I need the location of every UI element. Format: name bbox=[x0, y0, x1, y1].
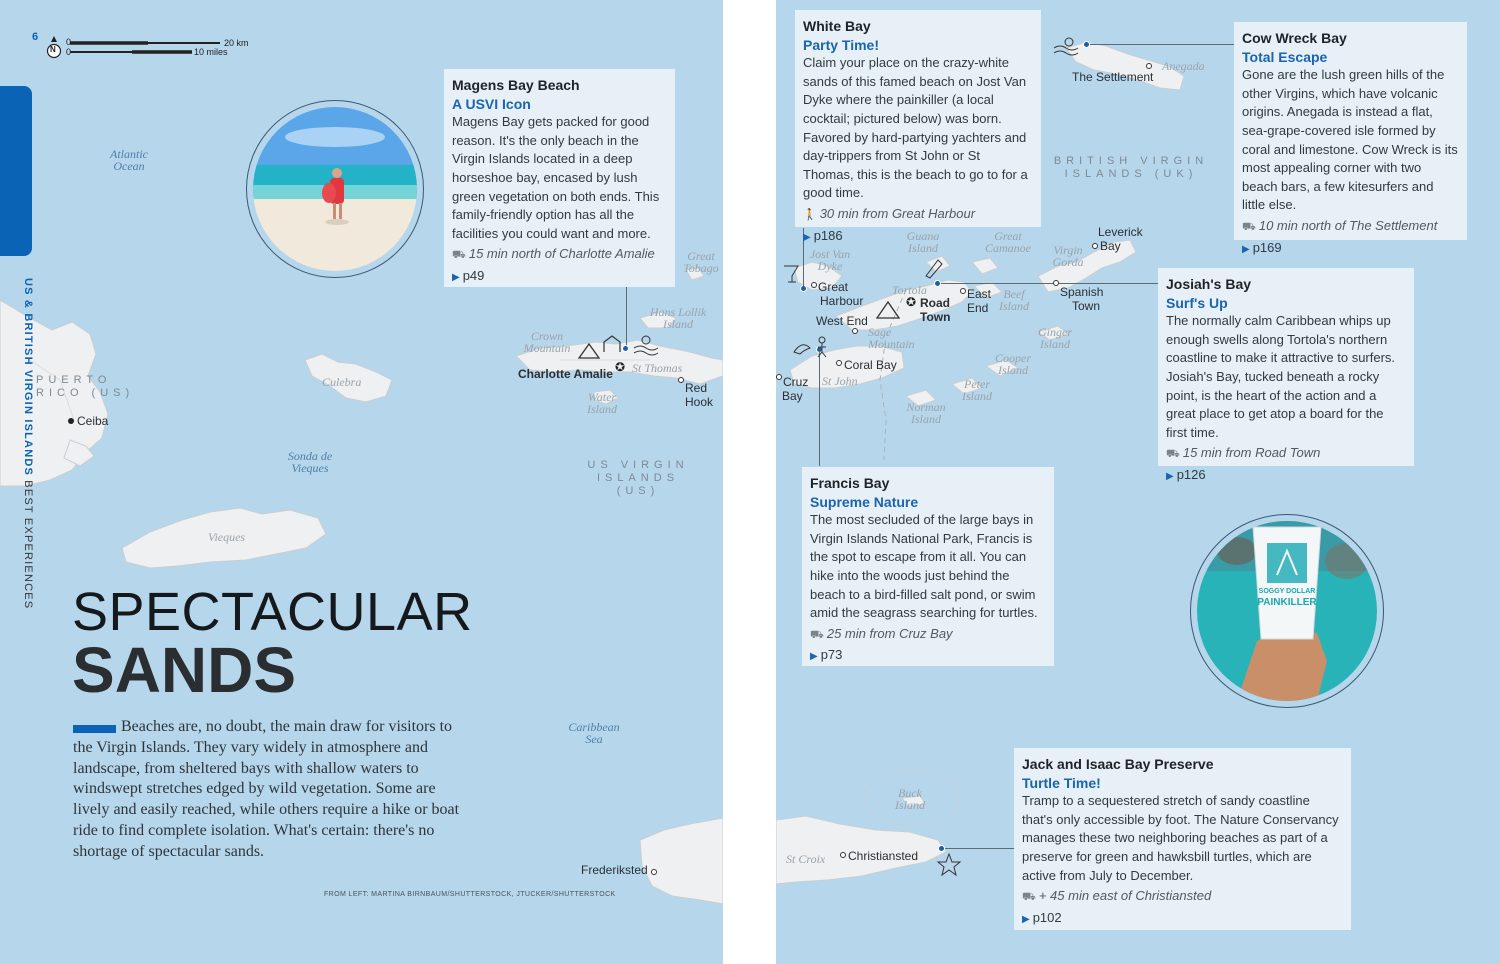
caribbean-line2: Sea bbox=[585, 732, 603, 746]
magens-meta: 15 min north of Charlotte Amalie bbox=[468, 246, 655, 262]
st-thomas-label: St Thomas bbox=[632, 361, 683, 375]
atlantic-line1: Atlantic bbox=[110, 147, 148, 161]
car-hiker-icon: ⛟ bbox=[1022, 891, 1036, 904]
cooper-island-label bbox=[988, 352, 1038, 376]
francis-meta: 25 min from Cruz Bay bbox=[826, 625, 953, 641]
road-town-star-icon: ✪ bbox=[906, 295, 917, 309]
josiahs-bay-marker bbox=[934, 280, 941, 287]
francis-leader bbox=[819, 352, 820, 466]
cup-drink: PAINKILLER bbox=[1257, 597, 1317, 608]
peter-island-label bbox=[952, 378, 1002, 402]
cow-wreck-leader bbox=[1090, 44, 1236, 45]
tobago-line1: Great bbox=[687, 249, 715, 263]
usvi-line1: US VIRGIN bbox=[587, 459, 689, 471]
josiah-leader bbox=[941, 283, 1159, 284]
josiah-title: Josiah's Bay bbox=[1166, 276, 1252, 292]
gh-line2: Harbour bbox=[820, 294, 864, 308]
heading-line2: SANDS bbox=[72, 634, 297, 706]
vieques-label: Vieques bbox=[208, 530, 246, 544]
ee-line1: East bbox=[967, 287, 992, 301]
scale-zero-mi: 0 bbox=[66, 47, 72, 57]
sun-beach-icon bbox=[1052, 34, 1086, 56]
car-icon: ⛟ bbox=[1166, 448, 1180, 461]
magens-bay-card bbox=[444, 69, 675, 287]
capital-star-icon: ✪ bbox=[615, 360, 626, 374]
cb-line2: Bay bbox=[782, 389, 803, 403]
gc-line2: Camanoe bbox=[985, 241, 1031, 255]
bird-hiker-icon bbox=[790, 334, 830, 358]
bvi-line2: ISLANDS (UK) bbox=[1064, 168, 1198, 180]
virgin-gorda-label bbox=[1046, 244, 1090, 268]
white-text: Claim your place on the crazy-white sands of this famed beach on Jost Van Dyke where the painkiller (a local cocktail; pictured below) was born. Favored by hard-partying yachters and day-trippers from St John or St Thomas, this is the beach to go to for a good time. bbox=[803, 55, 1028, 201]
white-title: White Bay bbox=[803, 18, 871, 34]
car-icon: ⛟ bbox=[1242, 220, 1256, 233]
frederiksted-label: Frederiksted bbox=[581, 863, 648, 877]
usvi-line2: ISLANDS bbox=[596, 472, 680, 484]
caribbean-line1: Caribbean bbox=[568, 720, 620, 734]
photo-credit: FROM LEFT: MARTINA BIRNBAUM/SHUTTERSTOCK, JTUCKER/SHUTTERSTOCK bbox=[324, 891, 616, 898]
sage-mountain-label bbox=[868, 326, 938, 350]
jack-title: Jack and Isaac Bay Preserve bbox=[1022, 756, 1214, 772]
rt-line1: Road bbox=[920, 296, 950, 310]
jack-meta: + 45 min east of Christiansted bbox=[1038, 888, 1212, 904]
jack-travel bbox=[1022, 887, 1343, 907]
francis-travel bbox=[810, 625, 1046, 645]
great-harbour-label bbox=[818, 280, 863, 308]
gi-line1: Ginger bbox=[1038, 325, 1072, 339]
francis-bay-card bbox=[802, 467, 1054, 666]
sonda-line1: Sonda de bbox=[287, 449, 333, 463]
arrow-icon: ▶ bbox=[1022, 913, 1030, 925]
francis-page: p73 bbox=[820, 647, 843, 663]
tobago-line2: Tobago bbox=[683, 261, 719, 275]
running-title bbox=[14, 278, 34, 618]
painkiller-photo bbox=[1190, 514, 1384, 708]
cow-title: Cow Wreck Bay bbox=[1242, 30, 1347, 46]
jack-text: Tramp to a sequestered stretch of sandy coastline that's only accessible by foot. The Nature Conservancy manages these two neighboring beaches as part of a preserve for green and hawksbill turtles, which are active from July to December. bbox=[1022, 793, 1339, 883]
surfboard-icon bbox=[922, 256, 944, 280]
white-subtitle: Party Time! bbox=[803, 36, 879, 53]
jack-page-ref[interactable] bbox=[1022, 909, 1343, 930]
magens-text: Magens Bay gets packed for good reason. It's the only beach in the Virgin Islands located in a deep horseshoe bay, encased by lush green vegetation on both ends. This family-friendly option has all the facilities you could want and more. bbox=[452, 114, 660, 241]
cow-wreck-marker bbox=[1083, 41, 1090, 48]
magens-leader-line bbox=[626, 286, 627, 348]
josiah-meta: 15 min from Road Town bbox=[1182, 445, 1321, 461]
great-tobago-label bbox=[680, 250, 722, 274]
lb-line2: Bay bbox=[1100, 239, 1121, 253]
east-end-dot bbox=[960, 288, 966, 294]
st-line1: Spanish bbox=[1060, 285, 1104, 299]
leverick-bay-label bbox=[1098, 225, 1143, 253]
scale-miles: 10 miles bbox=[194, 47, 228, 57]
culebra-label: Culebra bbox=[322, 375, 362, 389]
hans-line2: Island bbox=[663, 317, 693, 331]
cruz-bay-label bbox=[783, 375, 808, 403]
magens-travel bbox=[452, 245, 667, 265]
usvi-line3: (US) bbox=[616, 485, 660, 497]
arrow-icon: ▶ bbox=[803, 231, 811, 243]
guana-line2: Island bbox=[908, 241, 938, 255]
redhook-line2: Hook bbox=[685, 395, 714, 409]
turtle-star-icon bbox=[936, 852, 962, 878]
gc-line1: Great bbox=[994, 229, 1022, 243]
pi-line2: Island bbox=[962, 389, 992, 403]
christiansted-dot bbox=[840, 852, 846, 858]
magens-bay-photo bbox=[246, 100, 424, 278]
car-icon: ⛟ bbox=[452, 249, 466, 262]
ee-line2: End bbox=[967, 301, 989, 315]
white-meta: 30 min from Great Harbour bbox=[819, 205, 976, 221]
cow-meta: 10 min north of The Settlement bbox=[1258, 217, 1438, 233]
crown-mountain-label bbox=[512, 330, 582, 354]
ginger-island-label bbox=[1030, 326, 1080, 350]
cow-subtitle: Total Escape bbox=[1242, 48, 1328, 65]
sm-line2: Mountain bbox=[868, 337, 915, 351]
magens-subtitle: A USVI Icon bbox=[452, 95, 531, 112]
st-line2: Town bbox=[1072, 299, 1101, 313]
cruz-bay-dot bbox=[776, 374, 782, 380]
cow-text: Gone are the lush green hills of the other Virgins, which have volcanic origins. Anegada is instead a flat, sea-grape-covered isle formed by coral and limestone. Cow Wreck is its most appealing corner with two beach bars, a few kitesurfers and little else. bbox=[1242, 67, 1458, 213]
pi-line1: Peter bbox=[964, 377, 990, 391]
road-town-label bbox=[920, 296, 950, 324]
atlantic-ocean-label bbox=[94, 148, 164, 172]
hans-line1: Hans Lollik bbox=[649, 305, 707, 319]
francis-title: Francis Bay bbox=[810, 475, 890, 491]
cow-page: p169 bbox=[1252, 239, 1282, 255]
west-end-label: West End bbox=[816, 314, 868, 328]
puerto-rico-label bbox=[36, 374, 146, 400]
red-hook-dot bbox=[678, 377, 684, 383]
ci-line2: Island bbox=[998, 363, 1028, 377]
magens-page-ref[interactable] bbox=[452, 267, 667, 288]
vg-line2: Gorda bbox=[1052, 255, 1084, 269]
scale-km: 20 km bbox=[224, 38, 249, 48]
the-settlement-label: The Settlement bbox=[1072, 70, 1154, 84]
crown-line1: Crown bbox=[530, 329, 564, 343]
magens-marker bbox=[622, 345, 629, 352]
sm-line1: Sage bbox=[868, 325, 892, 339]
rt-line2: Town bbox=[920, 310, 951, 324]
lb-line1: Leverick bbox=[1098, 225, 1143, 239]
josiahs-bay-card bbox=[1158, 268, 1414, 482]
jack-isaac-card bbox=[1014, 748, 1351, 930]
francis-subtitle: Supreme Nature bbox=[810, 493, 919, 510]
sonda-label bbox=[270, 450, 350, 474]
arrow-icon: ▶ bbox=[1166, 470, 1174, 482]
great-harbour-dot bbox=[811, 282, 817, 288]
jack-isaac-marker bbox=[938, 845, 945, 852]
sage-mountain-icon bbox=[876, 300, 900, 320]
cb-line1: Cruz bbox=[783, 375, 809, 389]
spanish-town-dot bbox=[1053, 280, 1059, 286]
running-title-rest: BEST EXPERIENCES bbox=[22, 480, 34, 610]
white-page-ref[interactable] bbox=[803, 227, 1033, 248]
caribbean-sea-label bbox=[554, 721, 634, 745]
running-title-bold: US & BRITISH VIRGIN ISLANDS bbox=[22, 278, 34, 477]
north-label: N bbox=[50, 45, 56, 54]
magens-title: Magens Bay Beach bbox=[452, 77, 580, 93]
cow-wreck-card bbox=[1234, 22, 1467, 255]
water-line1: Water bbox=[587, 390, 617, 404]
jack-page: p102 bbox=[1032, 909, 1062, 925]
left-page bbox=[0, 0, 723, 964]
right-page bbox=[776, 0, 1500, 964]
hans-lollik-label bbox=[642, 306, 714, 330]
bvi-line1: BRITISH VIRGIN bbox=[1053, 155, 1209, 167]
coral-bay-label: Coral Bay bbox=[844, 358, 897, 372]
arrow-icon: ▶ bbox=[810, 651, 818, 663]
white-page: p186 bbox=[813, 227, 843, 243]
red-hook-label bbox=[685, 381, 713, 409]
josiah-page: p126 bbox=[1176, 466, 1206, 482]
jost-van-dyke-label bbox=[800, 248, 860, 272]
ci-line1: Cooper bbox=[995, 351, 1031, 365]
jvd-line2: Dyke bbox=[817, 259, 843, 273]
francis-page-ref[interactable] bbox=[810, 646, 1046, 667]
bi-line1: Beef bbox=[1003, 287, 1025, 301]
st-john-label: St John bbox=[822, 374, 858, 388]
redhook-line1: Red bbox=[685, 381, 708, 395]
west-end-dot bbox=[852, 328, 858, 334]
guana-line1: Guana bbox=[906, 229, 940, 243]
cow-travel bbox=[1242, 217, 1459, 237]
chapter-tab bbox=[0, 86, 32, 256]
arrow-icon: ▶ bbox=[1242, 243, 1250, 255]
norman-island-label bbox=[898, 401, 954, 425]
white-bay-marker bbox=[800, 285, 807, 292]
josiah-page-ref[interactable] bbox=[1166, 466, 1406, 487]
frederiksted-dot bbox=[651, 869, 657, 875]
tortola-label: Tortola bbox=[892, 283, 927, 297]
ceiba-label: Ceiba bbox=[77, 414, 109, 428]
white-travel bbox=[803, 205, 1033, 225]
coral-bay-dot bbox=[836, 360, 842, 366]
vg-line1: Virgin bbox=[1053, 243, 1083, 257]
josiah-text: The normally calm Caribbean whips up enough swells along Tortola's northern coastline to make it attractive to surfers. Josiah's Bay, tucked beneath a rocky point, is the heart of the action and a great place to get atop a board for the first time. bbox=[1166, 313, 1396, 440]
magens-page: p49 bbox=[462, 267, 485, 283]
east-end-label bbox=[967, 287, 991, 315]
atlantic-line2: Ocean bbox=[113, 159, 145, 173]
josiah-subtitle: Surf's Up bbox=[1166, 294, 1228, 311]
intro-paragraph: Beaches are, no doubt, the main draw for visitors to the Virgin Islands. They vary widely in atmosphere and landscape, from sheltered bays with shallow waters to windswept stretches edged by wild vegetation. Some are lively and easily reached, while others require a hike or boat ride to find complete isolation. What's certain: there's no shortage of spectacular sands. bbox=[73, 718, 460, 860]
anegada-label: Anegada bbox=[1162, 59, 1205, 73]
charlotte-amalie-label: Charlotte Amalie bbox=[518, 367, 613, 381]
buck-line1: Buck bbox=[898, 786, 922, 800]
water-island-label bbox=[580, 391, 624, 415]
heading-line1: SPECTACULAR bbox=[72, 582, 473, 642]
jack-leader bbox=[945, 848, 1015, 849]
cocktail-icon bbox=[780, 260, 802, 284]
sonda-line2: Vieques bbox=[291, 461, 329, 475]
mountain-icon bbox=[578, 342, 600, 360]
ni-line2: Island bbox=[911, 412, 941, 426]
bi-line2: Island bbox=[999, 299, 1029, 313]
crown-line2: Mountain bbox=[523, 341, 571, 355]
ceiba-dot bbox=[68, 418, 74, 424]
jvd-line1: Jost Van bbox=[809, 247, 851, 261]
gh-line1: Great bbox=[818, 280, 849, 294]
pr-line1: PUERTO bbox=[36, 374, 112, 386]
beach-icons bbox=[600, 330, 660, 358]
gi-line2: Island bbox=[1040, 337, 1070, 351]
painkiller-photo-inner bbox=[1197, 521, 1377, 701]
beef-island-label bbox=[992, 288, 1036, 312]
christiansted-label: Christiansted bbox=[848, 849, 919, 863]
cup-brand: SOGGY DOLLAR bbox=[1258, 588, 1316, 595]
hiker-icon: 🚶 bbox=[803, 208, 817, 221]
ni-line1: Norman bbox=[906, 400, 946, 414]
page-number: 6 bbox=[32, 31, 39, 43]
st-croix-label: St Croix bbox=[786, 852, 826, 866]
spanish-town-label bbox=[1060, 285, 1103, 313]
settlement-dot bbox=[1146, 63, 1152, 69]
jack-subtitle: Turtle Time! bbox=[1022, 774, 1101, 791]
pr-line2: RICO (US) bbox=[36, 387, 135, 399]
francis-text: The most secluded of the large bays in Virgin Islands National Park, Francis is the spot to escape from it all. You can hike into the woods just behind the beach to a bird-filled salt pond, or swim amid the seagrass searching for turtles. bbox=[810, 512, 1038, 621]
scale-zero-km: 0 bbox=[66, 37, 72, 47]
usvi-label bbox=[578, 459, 698, 498]
bvi-label bbox=[1046, 155, 1216, 181]
cow-page-ref[interactable] bbox=[1242, 239, 1459, 260]
buck-island-label bbox=[888, 787, 932, 811]
magens-photo-inner bbox=[253, 107, 417, 271]
josiah-travel bbox=[1166, 444, 1406, 464]
buck-line2: Island bbox=[895, 798, 925, 812]
water-line2: Island bbox=[587, 402, 617, 416]
arrow-icon: ▶ bbox=[452, 271, 460, 283]
car-icon: ⛟ bbox=[810, 628, 824, 641]
